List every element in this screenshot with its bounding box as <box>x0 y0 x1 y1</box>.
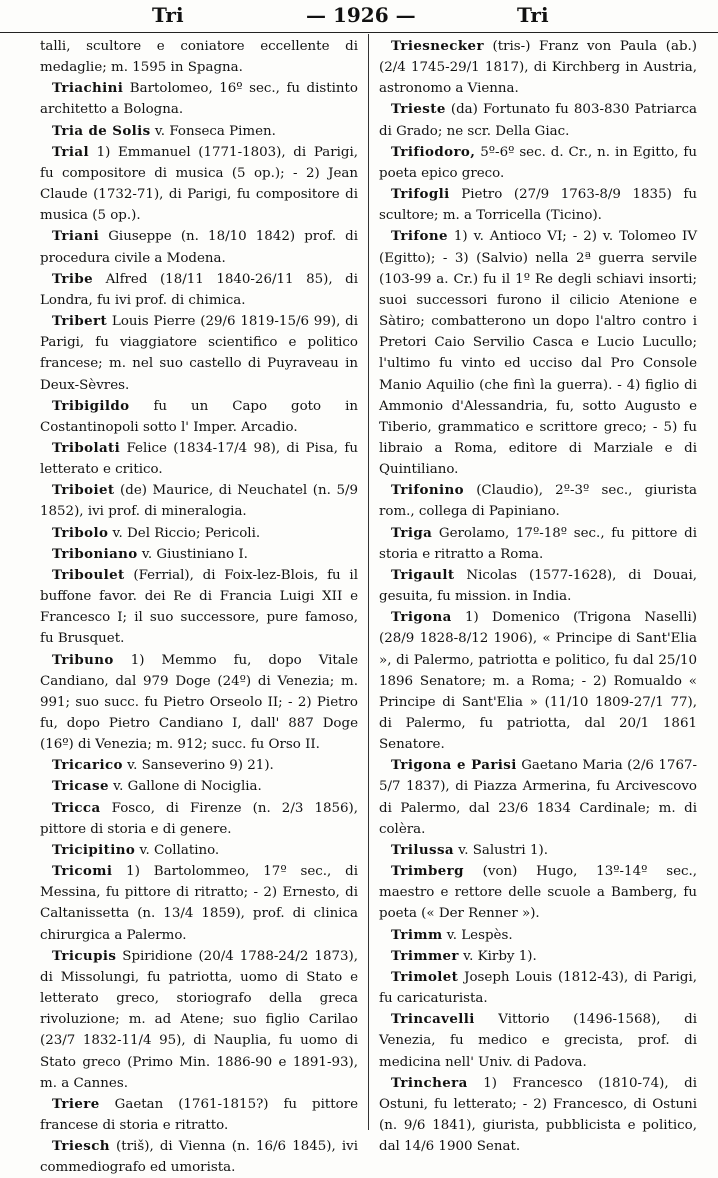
entry-headword: Trifone <box>391 228 448 245</box>
dictionary-entry <box>40 544 358 565</box>
header-left-guideword: Tri <box>152 3 184 27</box>
entry-text: (Ferrial), di Foix-lez-Blois, fu il buffone favor. dei Re di Francia Luigi XII e Francesco I; il suo successore, pure famoso, fu Brusquet. <box>40 567 358 647</box>
dictionary-entry <box>379 607 697 755</box>
dictionary-entry <box>379 925 697 946</box>
entry-headword: Tribe <box>52 270 94 287</box>
header-right-guideword: Tri <box>517 3 549 27</box>
entry-text: v. Sanseverino 9) 21). <box>122 758 274 774</box>
entry-headword: Tricipitino <box>52 841 136 858</box>
entry-text: 1) Bartolommeo, 17º sec., di Messina, fu pittore di ritratto; - 2) Ernesto, di Caltanissetta (n. 13/4 1859), prof. di clinica chirurgica a Palermo. <box>40 864 358 943</box>
entry-text: v. Giustiniano I. <box>137 546 248 562</box>
entry-text: (von) Hugo, 13º-14º sec., maestro e rettore delle scuole a Bamberg, fu poeta (« Der Renner »). <box>379 864 697 922</box>
entry-text: Spiridione (20/4 1788-24/2 1873), di Missolungi, fu patriotta, uomo di Stato e letterato greco, storiografo della greca rivoluzione; m. ad Atene; suo figlio Carilao (23/7 1832-11/4 95), di Nauplia, fu uomo di Stato greco (Primo Min. 1886-90 e 1891-93), m. a Cannes. <box>40 948 358 1091</box>
entry-text: fu un Capo goto in Costantinopoli sotto l' Imper. Arcadio. <box>40 398 358 435</box>
entry-text: (triš), di Vienna (n. 16/6 1845), ivi commediografo ed umorista. <box>40 1139 358 1176</box>
dictionary-entry <box>40 523 358 544</box>
dictionary-entry <box>379 755 697 840</box>
entry-headword: Tribigildo <box>52 397 130 414</box>
dictionary-entry <box>40 755 358 776</box>
left-column <box>40 36 358 1176</box>
entry-text: Vittorio (1496-1568), di Venezia, fu medico e grecista, prof. di medicina nell' Univ. di Padova. <box>379 1012 697 1070</box>
entry-text: v. Kirby 1). <box>458 948 537 964</box>
dictionary-entry <box>379 946 697 967</box>
entry-headword: Trigona e Parisi <box>391 757 517 774</box>
dictionary-entry <box>40 396 358 438</box>
dictionary-entry <box>379 523 697 565</box>
dictionary-entry <box>379 99 697 141</box>
entry-text: Gaetano Maria (2/6 1767-5/7 1837), di Piazza Armerina, fu Arcivescovo di Palermo, dal 23/6 1834 Cardinale; m. di colèra. <box>379 758 698 837</box>
entry-headword: Triesch <box>52 1138 110 1155</box>
entry-headword: Trieste <box>391 101 446 118</box>
dictionary-entry <box>40 1094 358 1136</box>
entry-text: Fosco, di Firenze (n. 2/3 1856), pittore di storia e di genere. <box>40 800 358 837</box>
entry-headword: Trial <box>52 143 89 160</box>
entry-text: Joseph Louis (1812-43), di Parigi, fu caricaturista. <box>379 969 697 1007</box>
entry-headword: Triachini <box>52 80 124 97</box>
entry-text: Pietro (27/9 1763-8/9 1835) fu scultore; m. a Torricella (Ticino). <box>379 187 697 224</box>
dictionary-entry <box>40 480 358 522</box>
entry-headword: Triani <box>52 228 100 245</box>
entry-headword: Tricase <box>52 778 109 795</box>
entry-headword: Trimm <box>391 926 443 943</box>
dictionary-entry <box>379 226 697 480</box>
entry-headword: Triboulet <box>52 566 125 583</box>
entry-headword: Tribuno <box>52 651 114 668</box>
dictionary-entry <box>40 798 358 840</box>
right-column <box>379 36 698 1155</box>
dictionary-entry <box>40 438 358 480</box>
entry-text: 1) Francesco (1810-74), di Ostuni, fu letterato; - 2) Francesco, di Ostuni (n. 9/6 1841), giurista, pubblicista e politico, dal 14/6 1900 Senat. <box>379 1075 697 1155</box>
dictionary-entry <box>40 269 358 311</box>
entry-headword: Trifogli <box>391 186 450 203</box>
entry-text: Gaetan (1761-1815?) fu pittore francese di storia e ritratto. <box>40 1096 358 1133</box>
entry-headword: Tribolo <box>52 524 109 541</box>
entry-text: v. Gallone di Nociglia. <box>108 779 262 795</box>
dictionary-entry <box>40 1136 358 1178</box>
dictionary-entry <box>379 1009 697 1072</box>
entry-text: (Claudio), 2º-3º sec., giurista rom., collega di Papiniano. <box>379 483 697 520</box>
entry-headword: Triboiet <box>52 482 115 499</box>
entry-headword: Trifonino <box>391 482 464 499</box>
entry-headword: Trincavelli <box>391 1011 475 1028</box>
entry-headword: Trigault <box>391 566 455 583</box>
entry-headword: Tribolati <box>52 439 121 456</box>
entry-text: v. Fonseca Pimen. <box>150 123 276 139</box>
entry-text: 1) Domenico (Trigona Naselli) (28/9 1828-8/12 1906), « Principe di Sant'Elia », di Palermo, patriotta e politico, fu dal 25/10 1896 Senatore; m. a Roma; - 2) Romualdo « Principe di Sant'Elia » (11/10 1809-27/1 77), di Palermo, fu patriotta, dal 20/1 1861 Senatore. <box>379 610 697 753</box>
entry-text: 5º-6º sec. d. Cr., n. in Egitto, fu poeta epico greco. <box>379 144 697 181</box>
entry-headword: Trilussa <box>391 841 454 858</box>
dictionary-entry <box>379 36 697 99</box>
dictionary-entry <box>379 565 697 607</box>
dictionary-entry <box>40 946 358 1094</box>
entry-text: (tris-) Franz von Paula (ab.) (2/4 1745-29/1 1817), di Kirchberg in Austria, astronomo a Vienna. <box>379 39 697 97</box>
entry-headword: Trinchera <box>391 1074 468 1091</box>
entry-text: v. Collatino. <box>135 842 220 858</box>
dictionary-entry <box>40 311 358 396</box>
entry-headword: Tricca <box>52 799 101 816</box>
entry-headword: Triere <box>52 1095 100 1112</box>
dictionary-entry <box>40 78 358 120</box>
dictionary-entry <box>40 36 358 78</box>
dictionary-entry <box>40 121 358 142</box>
dictionary-entry <box>379 840 697 861</box>
dictionary-entry <box>379 861 697 924</box>
column-divider <box>368 34 369 1130</box>
entry-headword: Trimberg <box>391 863 464 880</box>
entry-headword: Tricomi <box>52 863 113 880</box>
dictionary-entry <box>40 840 358 861</box>
entry-headword: Tricupis <box>52 947 117 964</box>
dictionary-entry <box>379 480 697 522</box>
entry-text: Bartolomeo, 16º sec., fu distinto architetto a Bologna. <box>40 81 358 118</box>
entry-text: v. Salustri 1). <box>453 842 548 858</box>
page-number: — 1926 — <box>306 3 416 27</box>
entry-text: talli, scultore e coniatore eccellente di medaglie; m. 1595 in Spagna. <box>40 39 358 76</box>
entry-headword: Triga <box>391 524 433 541</box>
entry-headword: Trifiodoro, <box>391 143 476 160</box>
page-header <box>0 0 718 33</box>
entry-text: Felice (1834-17/4 98), di Pisa, fu letterato e critico. <box>40 440 358 478</box>
entry-headword: Triboniano <box>52 545 138 562</box>
dictionary-entry <box>40 861 358 946</box>
entry-text: v. Lespès. <box>442 927 513 943</box>
entry-text: 1) Memmo fu, dopo Vitale Candiano, dal 979 Doge (24º) di Venezia; m. 991; suo succ. fu Pietro Orseolo II; - 2) Pietro fu, dopo Pietro Candiano I, dall' 887 Doge (16º) di Venezia; m. 912; succ. fu Orso II. <box>40 652 358 753</box>
dictionary-entry <box>379 967 697 1009</box>
entry-text: Louis Pierre (29/6 1819-15/6 99), di Parigi, fu viaggiatore scientifico e politico francese; m. nel suo castello di Puyraveau in Deux-Sèvres. <box>40 314 358 393</box>
dictionary-entry <box>379 142 697 184</box>
entry-text: 1) Emmanuel (1771-1803), di Parigi, fu compositore di musica (5 op.); - 2) Jean Claude (1732-71), di Parigi, fu compositore di musica (5 op.). <box>40 144 358 224</box>
entry-headword: Tria de Solis <box>52 122 151 139</box>
entry-headword: Trimmer <box>391 947 459 964</box>
dictionary-entry <box>40 226 358 268</box>
dictionary-entry <box>379 1073 697 1158</box>
entry-text: Gerolamo, 17º-18º sec., fu pittore di storia e ritratto a Roma. <box>379 525 697 562</box>
entry-text: 1) v. Antioco VI; - 2) v. Tolomeo IV (Egitto); - 3) (Salvio) nella 2ª guerra servile (103-99 a. Cr.) fu il 1º Re degli schiavi insorti; suoi successori furono il cilicio Atenione e Sàtiro; combatterono un dopo l'altro contro i Pretori Caio Servilio Casca e Lucio Lucullo; l'ultimo fu vinto ed ucciso dal Pro Console Manio Aquilio (che finì la guerra). - 4) figlio di Ammonio d'Alessandria, fu, sotto Augusto e Tiberio, grammatico e scrittore greco; - 5) fu libraio a Roma, editore di Marziale e di Quintiliano. <box>379 229 697 478</box>
entry-text: (da) Fortunato fu 803-830 Patriarca di Grado; ne scr. Della Giac. <box>379 102 697 139</box>
entry-text: (de) Maurice, di Neuchatel (n. 5/9 1852), ivi prof. di mineralogia. <box>40 483 358 520</box>
entry-text: Alfred (18/11 1840-26/11 85), di Londra, fu ivi prof. di chimica. <box>40 271 358 308</box>
entry-headword: Triesnecker <box>391 38 484 54</box>
entry-text: Nicolas (1577-1628), di Douai, gesuita, fu mission. in India. <box>379 567 697 605</box>
dictionary-entry <box>379 184 697 226</box>
dictionary-entry <box>40 565 358 650</box>
entry-headword: Tricarico <box>52 757 123 774</box>
entry-text: v. Del Riccio; Pericoli. <box>108 525 261 541</box>
dictionary-entry <box>40 776 358 797</box>
entry-headword: Tribert <box>52 313 108 330</box>
entry-headword: Trimolet <box>391 968 459 985</box>
entry-text: Giuseppe (n. 18/10 1842) prof. di procedura civile a Modena. <box>40 229 358 266</box>
dictionary-entry <box>40 142 358 227</box>
entry-headword: Trigona <box>391 609 452 626</box>
dictionary-entry <box>40 650 358 756</box>
